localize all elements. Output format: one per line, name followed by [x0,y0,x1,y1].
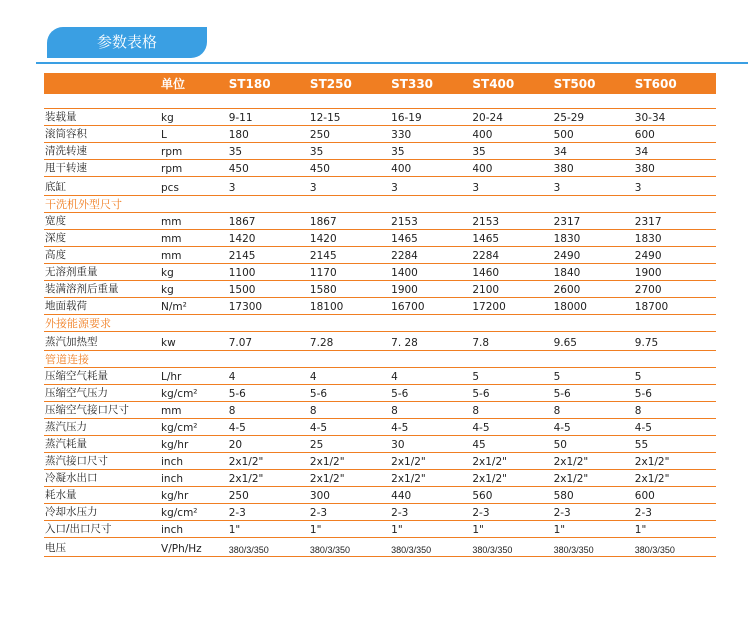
row-unit: kg [161,112,174,124]
row-value: 2-3 [553,507,571,519]
row-value: 380/3/350 [472,545,513,555]
row-value: 600 [634,129,655,141]
row-value: 16700 [391,301,425,313]
row-label: 压缩空气耗量 [45,370,108,382]
row-value: 380/3/350 [391,545,432,555]
row-unit: mm [161,250,182,262]
row-label: 蒸汽接口尺寸 [45,455,108,467]
row-value: 250 [228,490,249,502]
header-model: ST180 [228,76,271,91]
row-value: 5-6 [309,388,328,400]
row-value: 1580 [309,284,337,296]
row-unit: kg/cm² [161,422,198,434]
row-value: 1100 [228,267,256,279]
row-value: 18100 [309,301,344,313]
row-value: 8 [391,405,398,417]
row-value: 1420 [309,233,337,245]
row-value: 2-3 [472,507,490,519]
table-row [44,368,716,385]
row-value: 2317 [553,216,581,228]
row-value: 34 [553,146,567,158]
row-unit: inch [161,473,184,485]
row-label: 冷凝水出口 [45,472,98,484]
row-value: 1500 [228,284,256,296]
row-value: 400 [472,129,493,141]
row-value: 2145 [228,250,256,262]
row-value: 1465 [391,233,418,245]
row-label: 装满溶剂后重量 [45,283,119,295]
row-value: 3 [634,182,642,194]
row-value: 16-19 [391,112,422,124]
row-value: 2x1/2" [634,473,670,485]
row-value: 3 [391,182,398,194]
row-value: 380/3/350 [309,545,350,555]
row-label: 地面载荷 [45,300,87,312]
header-model: ST250 [309,76,352,91]
row-value: 20-24 [472,112,503,124]
row-label: 蒸汽加热型 [45,336,98,348]
row-value: 1830 [553,233,581,245]
row-value: 380 [553,163,574,175]
row-value: 4-5 [472,422,490,434]
row-value: 450 [309,163,330,175]
row-value: 5-6 [228,388,246,400]
row-unit: inch [161,524,184,536]
row-value: 1" [472,524,484,536]
row-value: 380/3/350 [228,545,269,555]
row-value: 8 [553,405,561,417]
row-value: 35 [228,146,243,158]
row-value: 4-5 [634,422,652,434]
table-row [44,521,716,538]
row-label: 甩干转速 [45,162,87,174]
row-value: 180 [228,129,249,141]
table-row [44,126,716,143]
row-unit: kg [161,267,174,279]
row-value: 2153 [472,216,500,228]
row-value: 2x1/2" [472,473,507,485]
row-value: 1" [309,524,322,536]
row-value: 35 [309,146,324,158]
table-row [44,160,716,177]
row-value: 2317 [634,216,662,228]
table-row [44,332,716,351]
table-row [44,213,716,230]
row-value: 5 [634,371,642,383]
row-value: 2-3 [634,507,652,519]
row-value: 30-34 [634,112,666,124]
row-label: 深度 [45,232,66,244]
row-unit: mm [161,216,182,228]
row-value: 1867 [228,216,256,228]
row-value: 25 [309,439,324,451]
row-value: 2x1/2" [391,456,426,468]
group-basic [44,109,716,196]
row-value: 440 [391,490,412,502]
row-unit: kw [161,337,176,349]
row-value: 2x1/2" [228,456,264,468]
row-value: 4-5 [309,422,328,434]
row-value: 2x1/2" [553,456,589,468]
row-value: 3 [228,182,236,194]
header-unit: 单位 [161,77,186,91]
row-value: 34 [634,146,649,158]
row-value: 1465 [472,233,500,245]
row-unit: inch [161,456,184,468]
header-model: ST500 [553,76,596,91]
row-value: 7.8 [472,337,490,349]
row-value: 2x1/2" [553,473,589,485]
row-value: 3 [309,182,317,194]
table-row [44,143,716,160]
row-value: 8 [309,405,317,417]
row-value: 2-3 [228,507,246,519]
header-spacer [44,94,716,109]
row-label: 滚筒容积 [45,128,87,140]
row-value: 2284 [391,250,418,262]
row-value: 20 [228,439,243,451]
row-value: 17200 [472,301,506,313]
row-unit: L [161,129,167,141]
row-value: 9-11 [228,112,253,124]
row-unit: mm [161,233,182,245]
row-label: 冷却水压力 [45,506,98,518]
row-value: 1830 [634,233,662,245]
row-value: 7. 28 [391,337,418,349]
row-unit: L/hr [161,371,182,383]
row-value: 12-15 [309,112,341,124]
row-value: 1" [634,524,647,536]
row-value: 1" [228,524,241,536]
row-label: 压缩空气接口尺寸 [45,404,129,416]
section-heading-pipes: 管道连接 [44,351,716,368]
row-value: 17300 [228,301,263,313]
row-value: 5-6 [553,388,571,400]
row-value: 1460 [472,267,500,279]
row-value: 5 [553,371,561,383]
row-value: 250 [309,129,330,141]
row-value: 35 [472,146,486,158]
row-value: 18000 [553,301,587,313]
row-value: 3 [553,182,561,194]
row-unit: mm [161,405,182,417]
table-row [44,247,716,264]
row-value: 450 [228,163,249,175]
row-value: 45 [472,439,486,451]
row-label: 无溶剂重量 [45,266,98,278]
row-label: 底缸 [45,181,66,193]
spec-table [44,73,716,557]
row-value: 2153 [391,216,418,228]
row-value: 4 [391,371,398,383]
row-value: 300 [309,490,330,502]
table-row [44,281,716,298]
row-value: 2490 [553,250,581,262]
row-value: 1" [553,524,566,536]
row-value: 7.07 [228,337,253,349]
row-value: 2-3 [391,507,409,519]
row-value: 2-3 [309,507,328,519]
divider [36,62,748,64]
row-value: 2700 [634,284,662,296]
row-value: 9.65 [553,337,577,349]
table-row [44,538,716,557]
table-row [44,470,716,487]
table-row [44,264,716,281]
table-row [44,109,716,126]
table-row [44,436,716,453]
header-model: ST600 [634,76,677,91]
row-value: 4-5 [228,422,246,434]
row-unit: kg/cm² [161,388,198,400]
row-value: 8 [228,405,236,417]
group-pipes [44,368,716,557]
table-header [44,73,716,94]
table-row [44,298,716,315]
row-unit: N/m² [161,301,187,313]
row-value: 5 [472,371,480,383]
row-unit: V/Ph/Hz [161,543,202,555]
row-value: 380/3/350 [553,545,594,555]
row-value: 400 [472,163,493,175]
row-value: 2x1/2" [309,456,345,468]
row-label: 入口/出口尺寸 [45,523,112,535]
table-row [44,453,716,470]
row-unit: kg/hr [161,490,189,502]
row-value: 4 [309,371,317,383]
row-value: 2490 [634,250,662,262]
row-value: 55 [634,439,649,451]
table-row [44,419,716,436]
table-row [44,385,716,402]
row-value: 1400 [391,267,418,279]
row-value: 580 [553,490,574,502]
row-value: 8 [472,405,480,417]
row-value: 30 [391,439,405,451]
row-value: 380/3/350 [634,545,675,555]
row-label: 压缩空气压力 [45,387,108,399]
row-unit: kg [161,284,174,296]
header-model: ST330 [391,76,434,91]
row-value: 7.28 [309,337,334,349]
row-value: 3 [472,182,480,194]
row-value: 35 [391,146,405,158]
row-value: 1900 [391,284,418,296]
row-value: 2x1/2" [228,473,264,485]
row-value: 2x1/2" [472,456,507,468]
row-label: 蒸汽耗量 [45,438,87,450]
row-value: 4-5 [391,422,409,434]
row-value: 2145 [309,250,337,262]
row-value: 600 [634,490,655,502]
row-value: 1900 [634,267,662,279]
section-heading-energy: 外接能源要求 [44,315,716,332]
table-row [44,177,716,196]
row-value: 2100 [472,284,500,296]
group-energy [44,332,716,351]
row-value: 2x1/2" [391,473,426,485]
row-label: 电压 [45,542,66,554]
row-value: 18700 [634,301,669,313]
row-value: 5-6 [391,388,409,400]
row-label: 清洗转速 [45,145,87,157]
row-value: 2x1/2" [309,473,345,485]
group-dimensions [44,213,716,315]
row-value: 1" [391,524,403,536]
row-value: 400 [391,163,412,175]
row-unit: pcs [161,182,179,194]
row-label: 高度 [45,249,66,261]
section-heading-dimensions: 干洗机外型尺寸 [44,196,716,213]
row-value: 4-5 [553,422,571,434]
row-value: 560 [472,490,493,502]
row-value: 5-6 [634,388,652,400]
row-value: 8 [634,405,642,417]
row-value: 500 [553,129,574,141]
row-value: 50 [553,439,567,451]
row-value: 4 [228,371,236,383]
row-value: 9.75 [634,337,659,349]
row-label: 蒸汽压力 [45,421,87,433]
row-value: 2600 [553,284,581,296]
row-value: 380 [634,163,655,175]
row-unit: kg/hr [161,439,189,451]
row-value: 1170 [309,267,337,279]
row-value: 1420 [228,233,256,245]
table-row [44,487,716,504]
row-value: 2x1/2" [634,456,670,468]
row-value: 25-29 [553,112,585,124]
table-row [44,504,716,521]
page-title: 参数表格 [47,27,207,58]
row-unit: rpm [161,163,183,175]
row-value: 330 [391,129,412,141]
row-value: 2284 [472,250,500,262]
table-row [44,402,716,419]
row-value: 1867 [309,216,337,228]
row-unit: rpm [161,146,183,158]
row-value: 5-6 [472,388,490,400]
row-unit: kg/cm² [161,507,198,519]
row-label: 装载量 [45,111,77,123]
row-value: 1840 [553,267,581,279]
row-label: 耗水量 [45,489,77,501]
header-model: ST400 [472,76,515,91]
row-label: 宽度 [45,215,66,227]
table-row [44,230,716,247]
